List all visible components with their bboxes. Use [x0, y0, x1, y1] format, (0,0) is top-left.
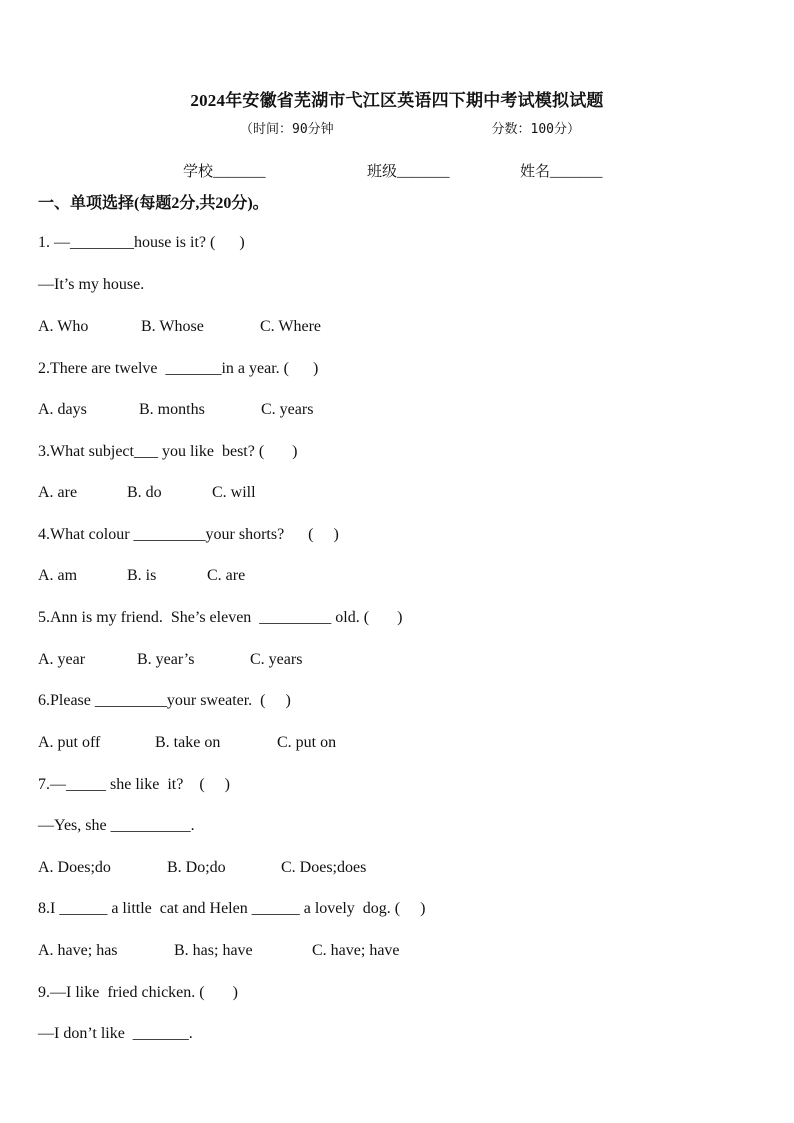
question-5-option-c: C. years [250, 651, 303, 668]
question-6-option-b: B. take on [155, 734, 221, 751]
question-8-option-b: B. has; have [174, 942, 253, 959]
question-9-answer-line: —I don’t like _______. [38, 1025, 193, 1042]
question-5-option-a: A. year [38, 651, 86, 668]
question-4-stem: 4.What colour _________your shorts? ( ) [38, 526, 339, 543]
question-7-option-b: B. Do;do [167, 859, 226, 876]
question-7-stem: 7.—_____ she like it? ( ) [38, 776, 230, 793]
question-2-stem: 2.There are twelve _______in a year. ( ) [38, 360, 319, 377]
question-9-stem: 9.—I like fried chicken. ( ) [38, 984, 238, 1001]
question-7-option-a: A. Does;do [38, 859, 111, 876]
question-8-option-c: C. have; have [312, 942, 400, 959]
question-1-stem: 1. —________house is it? ( ) [38, 234, 245, 251]
name-field: 姓名_______ [520, 164, 603, 180]
question-6-option-a: A. put off [38, 734, 101, 751]
question-3-option-a: A. are [38, 484, 78, 501]
exam-score: 分数：100分） [491, 122, 580, 137]
question-1-option-b: B. Whose [141, 318, 204, 335]
school-field: 学校_______ [183, 164, 266, 180]
question-3-option-c: C. will [212, 484, 256, 501]
section-heading: 一、单项选择(每题2分,共20分)。 [38, 195, 269, 212]
question-2-option-b: B. months [139, 401, 205, 418]
question-6-option-c: C. put on [277, 734, 337, 751]
question-1-answer-line: —It’s my house. [38, 276, 145, 293]
question-1-option-c: C. Where [260, 318, 322, 335]
question-4-option-a: A. am [38, 567, 78, 584]
exam-time: （时间：90分钟 [240, 122, 334, 137]
question-5-stem: 5.Ann is my friend. She’s eleven _________ old. ( ) [38, 609, 403, 626]
question-2-option-a: A. days [38, 401, 87, 418]
question-7-answer-line: —Yes, she __________. [38, 817, 195, 834]
exam-title: 2024年安徽省芜湖市弋江区英语四下期中考试模拟试题 [190, 91, 604, 110]
question-3-stem: 3.What subject___ you like best? ( ) [38, 443, 298, 460]
question-7-option-c: C. Does;does [281, 859, 367, 876]
question-1-option-a: A. Who [38, 318, 89, 335]
question-4-option-c: C. are [207, 567, 246, 584]
exam-subtitle [240, 118, 580, 137]
question-6-stem: 6.Please _________your sweater. ( ) [38, 692, 291, 709]
question-8-option-a: A. have; has [38, 942, 118, 959]
question-8-stem: 8.I ______ a little cat and Helen ______ a lovely dog. ( ) [38, 900, 426, 917]
question-2-option-c: C. years [261, 401, 314, 418]
question-3-option-b: B. do [127, 484, 162, 501]
question-5-option-b: B. year’s [137, 651, 195, 668]
question-4-option-b: B. is [127, 567, 157, 584]
class-field: 班级_______ [367, 164, 450, 180]
